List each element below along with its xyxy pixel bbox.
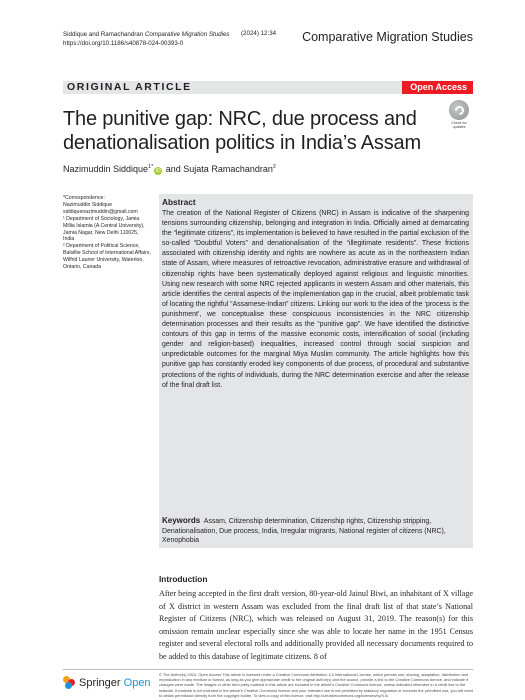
year-volume: (2024) 12:34 — [241, 30, 277, 37]
introduction-heading: Introduction — [159, 574, 208, 584]
article-type-band — [63, 81, 473, 94]
author-list — [63, 164, 276, 175]
keywords-list: Assam, Citizenship determination, Citizenship rights, Citizenship stripping, Denationalisation, Due process, India, Irregular migrants, National register of citizens (NRC), Xenophobia — [162, 518, 446, 545]
author-affiliation-mark: 1* — [148, 164, 154, 170]
doi-link[interactable]: https://doi.org/10.1186/s40878-024-00393-0 — [63, 40, 184, 47]
springer-open-wordmark: Springer Open — [79, 676, 151, 689]
abstract-heading: Abstract — [162, 197, 196, 207]
springer-open-icon — [63, 676, 76, 689]
affiliations-sidebar — [63, 195, 151, 271]
journal-name: Comparative Migration Studies — [302, 30, 473, 44]
author-name[interactable]: Sujata Ramachandran — [183, 164, 273, 174]
article-title: The punitive gap: NRC, due process and denationalisation politics in India’s Assam — [63, 108, 421, 154]
affiliation-1: ¹ Department of Sociology, Jamia Millia Islamia (A Central University), Jamia Nagar, New Delhi 110025, India — [63, 215, 145, 243]
correspondence-label: *Correspondence: — [63, 195, 105, 201]
keywords-label: Keywords — [162, 516, 201, 525]
check-for-updates-icon — [449, 100, 469, 120]
author-name[interactable]: Nazimuddin Siddique — [63, 164, 149, 174]
footer-divider — [63, 669, 473, 670]
correspondence-email[interactable]: siddiquenazimuddin@gmail.com — [63, 208, 138, 215]
orcid-icon[interactable]: iD — [155, 168, 161, 174]
author-affiliation-mark: 2 — [272, 164, 276, 170]
running-header-authors: Siddique and Ramachandran Comparative Migration Studies — [63, 31, 230, 38]
springer-open-logo — [63, 676, 151, 689]
introduction-body: After being accepted in the first draft version, 80-year-old Jainul Biwi, an inhabitant of X village of X district in western Assam was excluded from the final draft list of that state’s National Register of Citizens (NRC), which was released on August 31, 2019. The reason(s) for this omission remain unclear especially since she was able to locate her name in the 1951 Census register and several electoral rolls and additionally provided all necessary documents required to be added to this database of legitimate citizens. 8 of — [159, 589, 473, 661]
affiliation-2: ² Department of Political Science, Balsillie School of International Affairs, Wilfrid Laurier University, Waterloo, Ontario, Canada — [63, 243, 151, 271]
open-access-badge: Open Access — [402, 81, 473, 94]
article-type-label: ORIGINAL ARTICLE — [67, 81, 192, 93]
running-header — [63, 30, 230, 48]
keywords — [162, 516, 469, 546]
author-conjunction: and — [163, 164, 184, 174]
abstract-body: The creation of the National Register of Citizens (NRC) in Assam is indicative of the sharpening tensions surrounding citizenship, belonging and integration in India. Officially aimed at demarcating the “legitimate citizens”, its implementation is believed to have resulted in the partial exclusion of the so-called “Doubtful Voters” and denationalisation of the “illegitimate residents”. These frictions associated with citizenship identity and rights are nowhere as acute as in the northeastern Indian state of Assam, where measures of retroactive revocation, administrative erasure and withdrawal of citizenship rights have been systematically deployed against religious and linguistic minorities. Using new research with some NRC rejected applicants in western Assam and other materials, this article identifies the central aspects of the implementation gap in the crucial, albeit problematic task of locating the rightful “Assamese-Indian” citizens. Linking our work to the idea of the ‘process is the punishment’, we conceptualise these conspicuous inconsistencies in the NRC citizenship determination processes and their results as the “punitive gap”. We have identified the distinctive contours of this gap in terms of the massive economic costs, intensification of social (including gender and religion-based) inequalities, increased control through social suspicion and unpredictable outcomes for the marginal Miya Muslim community. The article highlights how this punitive gap has constantly eroded key components of due process, of procedural and substantive protections of the rights of individuals, during the NRC determination exercise and after the release of the final draft list. — [162, 210, 469, 389]
check-for-updates-badge[interactable] — [447, 100, 471, 130]
check-for-updates-label: Check for updates — [451, 121, 467, 129]
license-text: © The Author(s) 2024. Open Access This article is licensed under a Creative Commons Attribution 4.0 International License, which permits use, sharing, adaptation, distribution and reproduction in any medium or format, as long as you give appropriate credit to the original author(s) and the source, provide a link to the Creative Commons licence, and indicate if changes were made. The images or other third party material in this article are included in the article’s Creative Commons licence, unless indicated otherwise in a credit line to the material. If material is not included in the article’s Creative Commons licence and your intended use is not permitted by statutory regulation or exceeds the permitted use, you will need to obtain permission directly from the copyright holder. To view a copy of this licence, visit http://creativecommons.org/licenses/by/4.0/. — [159, 672, 473, 698]
correspondence-name: Nazimuddin Siddique — [63, 201, 113, 208]
